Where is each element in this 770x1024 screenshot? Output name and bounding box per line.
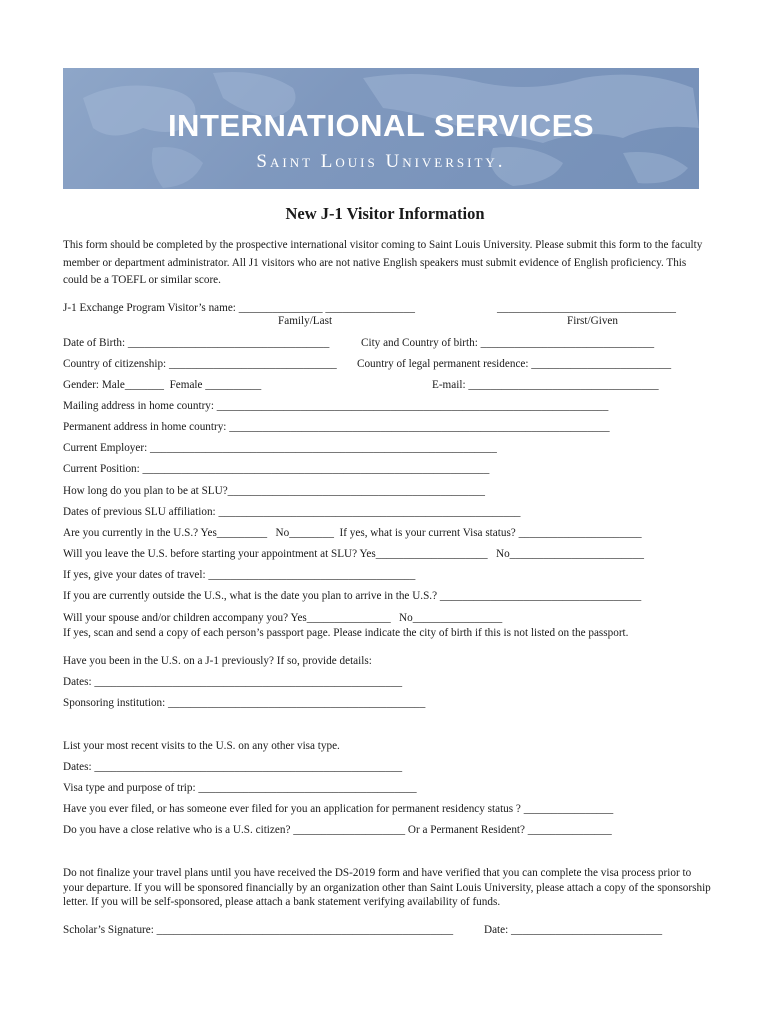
dob-field[interactable]: Date of Birth: ____________________________________ [63,337,330,349]
dates-field-1[interactable]: Dates: _______________________________________________________ [63,676,403,688]
permanent-residency-field[interactable]: Have you ever filed, or has someone ever filed for you an application for permanent residency status ? ________________ [63,803,614,815]
in-us-field[interactable]: Are you currently in the U.S.? Yes_________ No________ If yes, what is your current Visa status? ______________________ [63,527,642,539]
gender-field[interactable]: Gender: Male_______ Female __________ [63,379,262,391]
first-given-line[interactable]: ________________________________ [497,302,676,314]
position-field[interactable]: Current Position: ______________________________________________________________ [63,463,490,475]
banner-subtitle: Saint Louis University. [256,151,506,172]
mailing-address-field[interactable]: Mailing address in home country: ______________________________________________________________________ [63,400,609,412]
spouse-note: If yes, scan and send a copy of each person’s passport page. Please indicate the city of birth if this is not listed on the passport. [63,627,629,639]
city-country-birth-field[interactable]: City and Country of birth: _______________________________ [361,337,655,349]
signature-field[interactable]: Scholar’s Signature: _____________________________________________________ [63,924,454,936]
sponsoring-field[interactable]: Sponsoring institution: ______________________________________________ [63,697,426,709]
travel-dates-field[interactable]: If yes, give your dates of travel: _____________________________________ [63,569,416,581]
employer-field[interactable]: Current Employer: ______________________________________________________________ [63,442,497,454]
legal-residence-field[interactable]: Country of legal permanent residence: _________________________ [357,358,672,370]
spouse-field[interactable]: Will your spouse and/or children accompany you? Yes_______________ No________________ [63,612,503,624]
first-given-label: First/Given [567,315,618,327]
outside-us-field[interactable]: If you are currently outside the U.S., what is the date you plan to arrive in the U.S.? ____________________________________ [63,590,642,602]
email-field[interactable]: E-mail: __________________________________ [432,379,659,391]
visa-purpose-field[interactable]: Visa type and purpose of trip: _______________________________________ [63,782,417,794]
form-title: New J-1 Visitor Information [285,204,485,223]
intro-paragraph: This form should be completed by the prospective international visitor coming to Saint Louis University. Please submit this form to the faculty member or department administrator. All J1 visitors who are not native English speakers must submit evidence of English proficiency. This could be a TOEFL or similar score. [63,239,703,286]
permanent-address-field[interactable]: Permanent address in home country: ____________________________________________________________________ [63,421,610,433]
citizenship-field[interactable]: Country of citizenship: ______________________________ [63,358,337,370]
j1-previously-label: Have you been in the U.S. on a J-1 previously? If so, provide details: [63,655,372,667]
header-banner [63,68,699,189]
dates-field-2[interactable]: Dates: _______________________________________________________ [63,761,403,773]
dates-affiliation-field[interactable]: Dates of previous SLU affiliation: ______________________________________________________ [63,506,521,518]
recent-visits-label: List your most recent visits to the U.S. on any other visa type. [63,740,340,752]
relative-field[interactable]: Do you have a close relative who is a U.S. citizen? ____________________ Or a Permanent Resident? _______________ [63,824,612,836]
visitor-name-field[interactable]: J-1 Exchange Program Visitor’s name: _______________ ________________ [63,302,415,314]
plan-slu-field[interactable]: How long do you plan to be at SLU?______________________________________________ [63,485,485,497]
family-last-label: Family/Last [278,315,333,327]
closing-paragraph: Do not finalize your travel plans until you have received the DS-2019 form and have verified that you can complete the visa process prior to your departure. If you will be sponsored financially by an organization other than Saint Louis University, please attach a copy of the sponsorship letter. If you will be self-sponsored, please attach a bank statement verifying availability of funds. [63,867,711,908]
banner-title: INTERNATIONAL SERVICES [167,108,595,143]
leave-us-field[interactable]: Will you leave the U.S. before starting your appointment at SLU? Yes____________________ No________________________ [63,548,644,560]
date-field[interactable]: Date: ___________________________ [484,924,663,936]
